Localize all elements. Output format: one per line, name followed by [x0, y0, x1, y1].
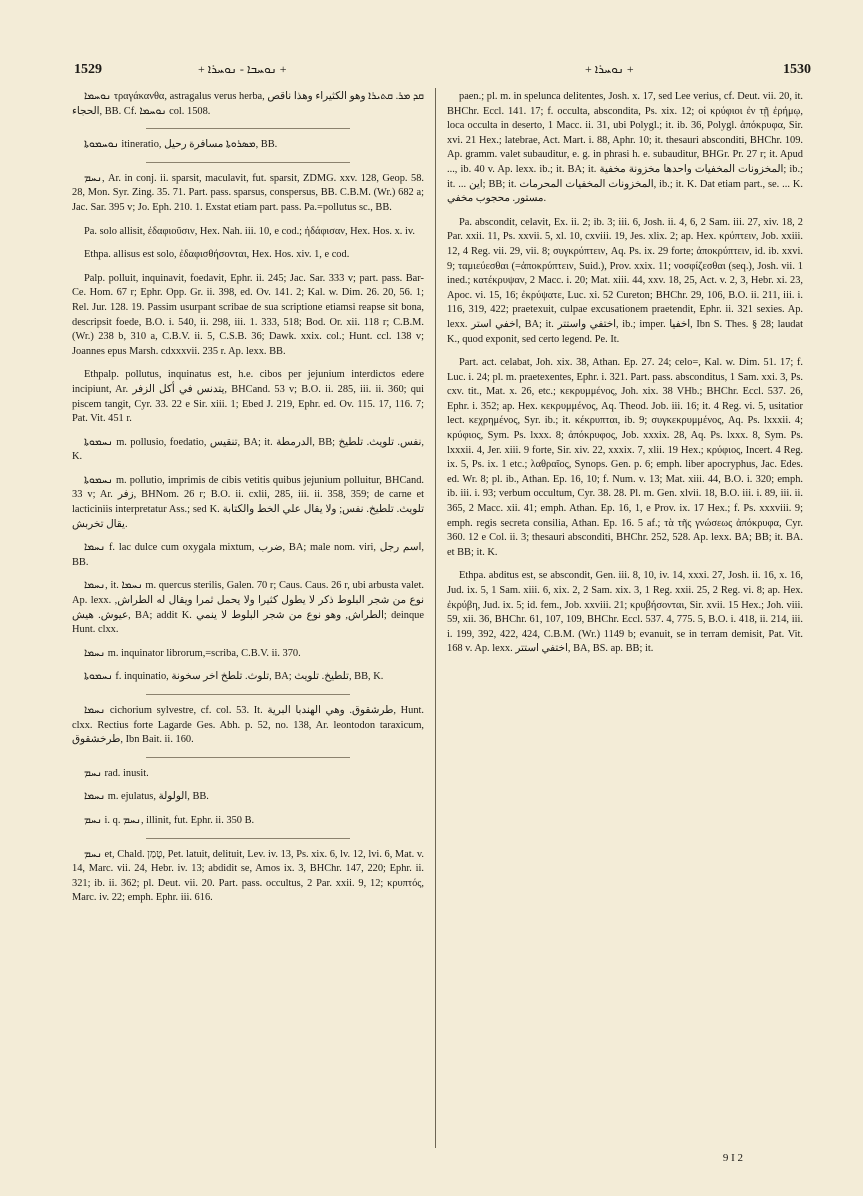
entry: Ethpa. allisus est solo, ἐδαφισθήσονται, Hex. Hos. xiv. 1, e cod.: [84, 249, 350, 261]
entry: paen.; pl. m. in spelunca delitentes, Josh. x. 17, sed Lee verius, cf. Deut. vii. 20, it. BHChr. Eccl. 141. 17; f. occulta, abscondita, Ps. xix. 12; οἱ κρύφιοι ἐν τῇ ἐρήμῳ, loca occulta in deserto, 1 Macc. ii. 31, ubi Polygl.; it. ib. 36, Polygl. ἀπόκρυφα, Sir. xvi. 21 Hex.; latebrae, Act. Mart. i. 88, Aphr. 10; it. thesauri absconditi, BHChr. 109. Ap. gramm. valet subauditur, e. g. in phrasi h. e. subauditur, BHGr. Pr. 27 r; it. Apud ..., ib. 40 v. Ap. lexx. ib.; it. BA; it. المخزونات المخفيات واحدها مخزونة مخفية; ib.; it. ... اين; BB; it. المخزونات المخفيات المحرمات, ib.; it. K. Dat etiam part., se. ... K. مستور. محجوب مخفي.: [447, 91, 803, 205]
entry: ܢܚܡܐ m. ejulatus, الولولة, BB.: [84, 791, 209, 803]
entry: Pa. solo allisit, ἐδαφιοῦσιν, Hex. Nah. iii. 10, e cod.; ἠδάφισαν, Hex. Hos. x. iv.: [84, 225, 416, 237]
entry: ܢܚܡ et, Chald. טָמַן, Pet. latuit, delituit, Lev. iv. 13, Ps. xix. 6, lv. 12, lvi. 6, Mat. v. 14, Marc. vii. 24, Hebr. iv. 13; abdidit se, Amos ix. 3, BHChr. 147, 220; Ephr. ii. 321; ib. ii. 362; pl. Deut. vii. 20. Part. pass. occultus, 2 Par. xxii. 9, 12; κρυπτός, Marc. iv. 22; emph. Ephr. iii. 616.: [72, 848, 424, 904]
section-rule: [146, 694, 350, 695]
entry: Pa. abscondit, celavit, Ex. ii. 2; ib. 3; iii. 6, Josh. ii. 4, 6, 2 Sam. iii. 27, xiv. 18, 2 Par. xxii. 11, Ps. xxvii. 5, xl. 10, cxviii. 19, Jes. xlix. 2; ap. Hex. κρύπτειν, Job. xxiii. 12, 4 Reg. vii. 29, vii. 8; συγκρύπτειν, Aq. Ps. ix. 29 forte; ἀποκρύπτειν, id. ib. xxvi. 9; ταμιεύεσθαι (=ἀποκρύπτειν, Suid.), Prov. xxix. 11; νοσφίζεσθαι (seq.), Josh. vii. 1 ined.; κατέκρυψαν, 2 Macc. i. 20; Mat. xiii. 44, xxv. 18, 25, Act. v. 2, 3, Hebr. xi. 23, Apoc. vi. 15, 16; ἐκρύψατε, Luc. xi. 52 Cureton; BHChr. 29, 106, B.O. ii. 211, iii. i. 116, 319, 422; praetexuit, culpae excusationem praetendit, Ephr. ii. 321 sexies. Ap. lexx. اخفي استر, BA; it. اختفي واستتر, ib.; imper. اخفيا, Ibn S. Thes. § 28; laudat K., quod exponit, sed certo legend. Pe. It.: [447, 216, 803, 345]
entry: ܢܚܡܘܬܐ m. pollusio, foedatio, تنقيس, BA; it. الدرمطة, BB; نفس. تلويث. تلطيخ, K.: [72, 436, 424, 463]
entry: ܢܚܡܐ m. inquinator librorum,=scriba, C.B.V. ii. 370.: [84, 647, 301, 659]
entry: ܢܚܡܘܬܐ m. pollutio, imprimis de cibis vetitis quibus jejunium polluitur, BHCand. 33 v; Ar. زفر, BHNom. 26 r; B.O. ii. cxlii, 285, iii. ii. 358, 359; de carne et lacticiniis interpretatur Ass.; sed K. تلويث. تلطيخ. نفس; ولا يقال علي الخط والكتابة يقال تخربش.: [72, 474, 424, 530]
entry: ܢܚܡܐ cichorium sylvestre, cf. col. 53. It. طرشقوق. وهي الهندبا البرية, Hunt. clxx. Rectius forte Lagarde Ges. Abh. p. 52, no. 138, Ar. leontodon taraxicum, طرخشقوق, Ibn Bait. ii. 160.: [72, 705, 424, 746]
entry: ܢܚܡܐ f. lac dulce cum oxygala mixtum, ضرب, BA; male nom. viri, اسم رجل, BB.: [72, 542, 424, 568]
signature-mark: 9 I 2: [722, 1152, 743, 1164]
entry: ܢܘܚܡܘܬܐ itineratio, ܡܣܪܘܬܐ مسافرة رحيل, BB.: [84, 139, 278, 151]
entry: Palp. polluit, inquinavit, foedavit, Ephr. ii. 245; Jac. Sar. 333 v; part. pass. Bar-Ce. Hom. 67 r; Ephr. Opp. Gr. ii. 398, ed. Ov. 141. 2; Kal. w. Dim. 26. 20, 56. 1; Rel. Jur. 128. 19. Passim usurpant scribae de sua scriptione etiamsi reapse sit bona, descripsit foede, B.O. i. 540, ii. 298, iii. 1. 333, 518; Bod. Or. xii. 118 r; C.B.M. (Wr.) 238 b, 310 a, C.B.V. ii. 5, C.S.B. 36; Dawk. xxix. col.; Hunt. ccl. 138 v; Joannes epus Marsh. cdxxxvii. 235 r. Ap. lexx. BB.: [72, 272, 424, 357]
entry: Ethpalp. pollutus, inquinatus est, h.e. cibos per jejunium interdictos edere incipiunt, Ar. يتدنس في أكل الزفر, BHCand. 53 v; B.O. ii. 285, iii. ii. 360; qui piscem tangit, Cyr. 33. 22 e Sir. xiii. 1; Ebed J. 219, Ephr. ed. Ov. 115. 17, 116. 7; Pat. Vit. 451 r.: [72, 369, 424, 425]
section-rule: [146, 162, 350, 163]
entry: Ethpa. abditus est, se abscondit, Gen. iii. 8, 10, iv. 14, xxxi. 27, Josh. ii. 16, x. 16, Jud. ix. 5, 1 Sam. xiii. 6, xix. 2, 2 Sam. xix. 3, 1 Reg. xxii. 25, 2 Reg. vi. 8; ap. Hex. ἐκρύβη, Jud. ix. 5; id. fem., Job. xxviii. 21; κρυβήσονται, Sir. xvii. 15 Hex.; Joh. viii. 59, xii. 36, BHChr. 61, 107, 109, BHChr. Eccl. 537. 4, 775. 5, B.O. i. 418, ii. 214, iii. i. 199, 392, 422, 424, C.B.M. (Wr.) 1149 b; evanuit, se in terram demisit, Pat. Vit. 168 v. Ap. lexx. اختفي استتر, BA, BS. ap. BB; it.: [447, 570, 803, 655]
left-page-number: 1529: [74, 62, 102, 77]
entry: ܢܚܡ i. q. ܢܚܡ, illinit, fut. Ephr. ii. 350 B.: [84, 814, 255, 826]
right-page-number: 1530: [783, 62, 811, 77]
entry: ܢܚܡܘܬܐ f. inquinatio, تلوث. تلطخ اخر سخونة, BA; تلطيخ. تلويث, BB, K.: [84, 671, 384, 683]
left-column: [72, 90, 424, 1170]
left-running-title: + ܢܘܚܒܐ - ܢܘܚܪܐ +: [198, 62, 287, 76]
entry: Part. act. celabat, Joh. xix. 38, Athan. Ep. 27. 24; celo=, Kal. w. Dim. 51. 17; f. Luc. i. 24; pl. m. praetexentes, Ephr. i. 321. Part. pass. absconditus, 1 Sam. xxi. 3, Ps. cxv. tit., Mat. x. 26, etc.; κεκρυμμένος, Joh. xix. 38 VHb.; BHChr. Eccl. 537. 26, Ephr. i. 352; ap. Hex. κεκρυμμένος, Aq. Theod. Job. iii. 16; it. 4 Reg. vi. 5, usitatior lect. κεχρημένος, Syr. ib.; it. κέκρυπται, ib. 9; συγκεκρυμμένος, Aq. Ps. lxxxii. 4; κρύφιος, Sym. Ps. lxxx. 8; ἀπόκρυφος, Job. xxxix. 28, Aq. Ps. lxxx. 8, Sym. Ps. lxxxii. 4, Jer. xiii. 9 forte, Sir. xiv. 22, xxxix. 7, xlii. 19 Hex.; κρύφιος, Incert. 4 Reg. ix. 5, Ps. ix. 1 etc.; λαθραῖος, Synops. Gen. p. 6; emph. liber apocryphus, Jac. Edes. ed. Wr. 8; pl. ib., Athan. Ep. 16, 10; f. Num. v. 13; Mat. xiii. 44, B.O. i. 320; emph. ib. iii. i. 93; verbum occultum, Cyr. 38. 28. Pl. m. Gen. xlvii. 18, B.O. iii. i. 89, iii. ii. 365, 2 Macc. xii. 41; emph. Athan. Ep. 16, 1, e Prov. ix. 17 Hex.; f. Ps. xxxviii. 9; emph. regis secreta consilia, Athan. Ep. 16. 5 af.; τὰ τῆς γνώσεως ἀπόκρυφα, Cyr. 360. 12 e Col. ii. 3; thesauri absconditi, BHChr. 252, 528. Ap. lexx. BA; BB; it. BA. et BB; it. K.: [447, 357, 803, 558]
right-running-title: + ܢܘܚܪܐ +: [585, 62, 634, 76]
entry: ܢܚܡ, Ar. in conj. ii. sparsit, maculavit, fut. sparsit, ZDMG. xxv. 128, Geop. 58. 28, Mon. Syr. Zing. 35. 71. Part. pass. sparsus, conspersus, BB. C.B.M. (Wr.) 682 a; Jac. Sar. 395 v; Jo. Eph. 210. 1. Exstat etiam part. pass. Pa.=pollutus sc., BB.: [72, 172, 424, 213]
entry: ܢܘܚܡܐ τραγάκανθα, astragalus verus herba, ܩܕ ܡܪ. ܩܬܝܪܐ وهو الكثيراء وهذا ناقص الحجاء, BB. Cf. ܢܘܚܡܐ col. 1508.: [72, 91, 424, 117]
column-divider: [435, 88, 436, 1148]
section-rule: [146, 128, 350, 129]
section-rule: [146, 838, 350, 839]
section-rule: [146, 757, 350, 758]
entry: ܢܚܡ rad. inusit.: [84, 767, 149, 779]
entry: ܢܚܡܐ, it. ܢܚܡܐ m. quercus sterilis, Galen. 70 r; Caus. Caus. 26 r, ubi arbusta valet. Ap. lexx. نوع من شجر البلوط ذكر لا يطول كثيرا ولا يحمل ثمرا ويقال له الطراش, عيوش. هيش, BA; addit K. الطراش, وهو نوع من شجر البلوط لا ينمي; deinque Hunt. clxx.: [72, 580, 424, 636]
right-column: [447, 90, 803, 1170]
